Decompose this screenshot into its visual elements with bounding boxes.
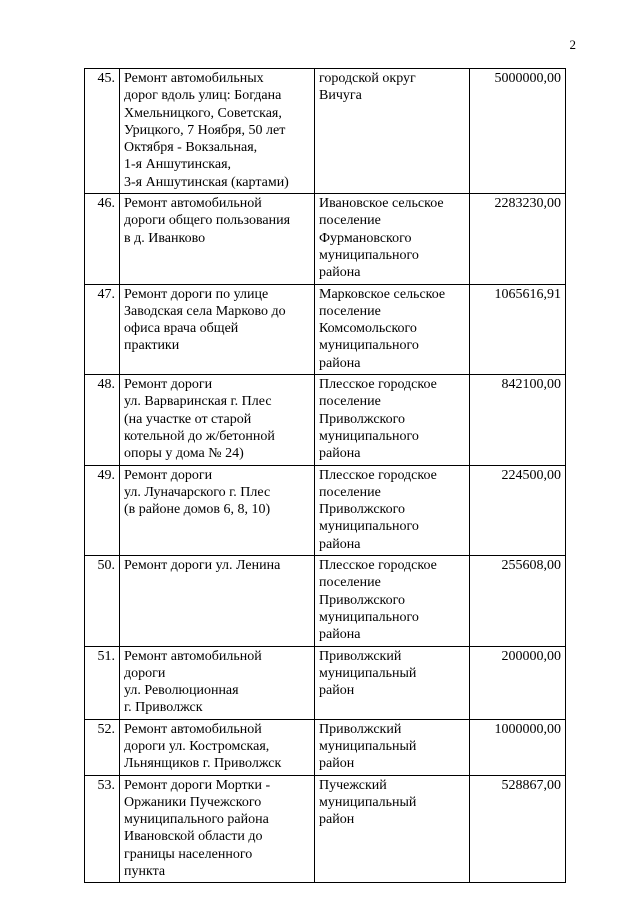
row-number-cell: 51.	[85, 646, 120, 719]
object-name-cell	[120, 646, 315, 719]
row-number-cell: 49.	[85, 465, 120, 555]
municipality-cell	[315, 646, 470, 719]
object-name-cell	[120, 775, 315, 883]
object-name-cell	[120, 465, 315, 555]
table-row	[85, 375, 566, 465]
row-number-cell: 50.	[85, 556, 120, 646]
page-number: 2	[569, 37, 576, 52]
municipality-line: муниципального	[319, 338, 419, 354]
municipality-line: муниципального	[319, 519, 419, 535]
amount-cell: 1000000,00	[470, 719, 566, 775]
object-name-line: Заводская села Марково до	[124, 303, 286, 319]
amount-cell: 5000000,00	[470, 69, 566, 194]
object-name-line: Ремонт автомобильной	[124, 721, 262, 737]
object-name-cell	[120, 375, 315, 465]
object-name-cell	[120, 284, 315, 374]
municipality-line: Плесское городское	[319, 467, 437, 483]
object-name-line: ул. Революционная	[124, 683, 239, 699]
amount-cell: 255608,00	[470, 556, 566, 646]
object-name-line: котельной до ж/бетонной	[124, 428, 275, 444]
object-name-line: Оржаники Пучежского	[124, 794, 262, 810]
object-name-line: в д. Иванково	[124, 230, 206, 246]
municipality-line: района	[319, 355, 361, 371]
object-name-line: Ремонт дороги	[124, 467, 213, 483]
municipality-line: Фурмановского	[319, 230, 412, 246]
object-name-line: Октября - Вокзальная,	[124, 140, 258, 156]
object-name-cell	[120, 719, 315, 775]
object-name-line: офиса врача общей	[124, 321, 239, 337]
row-number-cell: 46.	[85, 194, 120, 284]
object-name-line: границы населенного	[124, 846, 253, 862]
municipality-line: района	[319, 265, 361, 281]
municipality-line: Плесское городское	[319, 558, 437, 574]
municipality-line: Плесское городское	[319, 377, 437, 393]
amount-cell: 224500,00	[470, 465, 566, 555]
object-name-cell	[120, 556, 315, 646]
amount-cell: 1065616,91	[470, 284, 566, 374]
amount-cell: 842100,00	[470, 375, 566, 465]
municipality-line: Приволжского	[319, 592, 406, 608]
municipality-line: поселение	[319, 394, 381, 410]
object-name-line: 3-я Аншутинская (картами)	[124, 174, 289, 190]
object-name-line: Льнянщиков г. Приволжск	[124, 756, 282, 772]
object-name-line: дороги общего пользования	[124, 213, 291, 229]
municipality-line: Ивановское сельское	[319, 196, 444, 212]
table-row	[85, 646, 566, 719]
amount-cell: 528867,00	[470, 775, 566, 883]
object-name-line: опоры у дома № 24)	[124, 446, 244, 462]
municipality-line: район	[319, 756, 355, 772]
row-number-cell: 47.	[85, 284, 120, 374]
object-name-line: (в районе домов 6, 8, 10)	[124, 502, 271, 518]
row-number-cell: 53.	[85, 775, 120, 883]
municipality-line: поселение	[319, 213, 381, 229]
municipality-line: муниципального	[319, 609, 419, 625]
municipality-cell	[315, 284, 470, 374]
object-name-line: пункта	[124, 864, 166, 880]
municipality-line: Комсомольского	[319, 321, 417, 337]
municipality-line: Марковское сельское	[319, 286, 446, 302]
municipality-line: района	[319, 536, 361, 552]
municipality-line: поселение	[319, 575, 381, 591]
municipality-cell	[315, 775, 470, 883]
object-name-line: Хмельницкого, Советская,	[124, 105, 282, 121]
municipality-line: поселение	[319, 303, 381, 319]
municipality-cell	[315, 375, 470, 465]
municipality-line: Приволжский	[319, 648, 402, 664]
table-row	[85, 69, 566, 194]
object-name-line: г. Приволжск	[124, 700, 203, 716]
municipality-line: района	[319, 446, 361, 462]
object-name-line: 1-я Аншутинская,	[124, 157, 232, 173]
municipality-line: муниципальный	[319, 794, 417, 810]
municipality-line: муниципального	[319, 247, 419, 263]
object-name-line: муниципального района	[124, 812, 269, 828]
object-name-cell	[120, 194, 315, 284]
object-name-line: практики	[124, 338, 180, 354]
object-name-line: Ремонт автомобильных	[124, 71, 264, 86]
table-row	[85, 556, 566, 646]
table-body	[85, 69, 566, 883]
municipality-line: район	[319, 683, 355, 699]
row-number-cell: 45.	[85, 69, 120, 194]
object-name-cell	[120, 69, 315, 194]
object-name-line: Ремонт дороги Мортки -	[124, 777, 271, 793]
municipality-line: Приволжский	[319, 721, 402, 737]
municipality-cell	[315, 465, 470, 555]
municipality-line: Приволжского	[319, 502, 406, 518]
object-name-line: (на участке от старой	[124, 411, 252, 427]
table-row	[85, 775, 566, 883]
object-name-line: Ремонт дороги	[124, 377, 213, 393]
municipality-line: городской округ	[319, 71, 416, 86]
municipality-line: муниципальный	[319, 665, 417, 681]
object-name-line: Урицкого, 7 Ноября, 50 лет	[124, 122, 286, 138]
object-name-line: дороги ул. Костромская,	[124, 738, 270, 754]
row-number-cell: 52.	[85, 719, 120, 775]
object-name-line: Ремонт дороги ул. Ленина	[124, 558, 281, 574]
municipality-line: Пучежский	[319, 777, 387, 793]
object-name-line: дороги	[124, 665, 166, 681]
object-name-line: Ивановской области до	[124, 829, 263, 845]
municipality-line: район	[319, 812, 355, 828]
road-repair-table	[84, 68, 566, 883]
table-row	[85, 284, 566, 374]
object-name-line: Ремонт автомобильной	[124, 196, 262, 212]
object-name-line: Ремонт дороги по улице	[124, 286, 269, 302]
object-name-line: Ремонт автомобильной	[124, 648, 262, 664]
municipality-cell	[315, 556, 470, 646]
municipality-line: Вичуга	[319, 88, 362, 104]
municipality-cell	[315, 719, 470, 775]
municipality-line: муниципального	[319, 428, 419, 444]
table-row	[85, 194, 566, 284]
municipality-line: поселение	[319, 484, 381, 500]
municipality-line: муниципальный	[319, 738, 417, 754]
table-row	[85, 719, 566, 775]
municipality-cell	[315, 69, 470, 194]
amount-cell: 200000,00	[470, 646, 566, 719]
amount-cell: 2283230,00	[470, 194, 566, 284]
table-row	[85, 465, 566, 555]
row-number-cell: 48.	[85, 375, 120, 465]
municipality-line: района	[319, 627, 361, 643]
object-name-line: дорог вдоль улиц: Богдана	[124, 88, 282, 104]
object-name-line: ул. Варваринская г. Плес	[124, 394, 272, 410]
municipality-cell	[315, 194, 470, 284]
object-name-line: ул. Луначарского г. Плес	[124, 484, 271, 500]
municipality-line: Приволжского	[319, 411, 406, 427]
